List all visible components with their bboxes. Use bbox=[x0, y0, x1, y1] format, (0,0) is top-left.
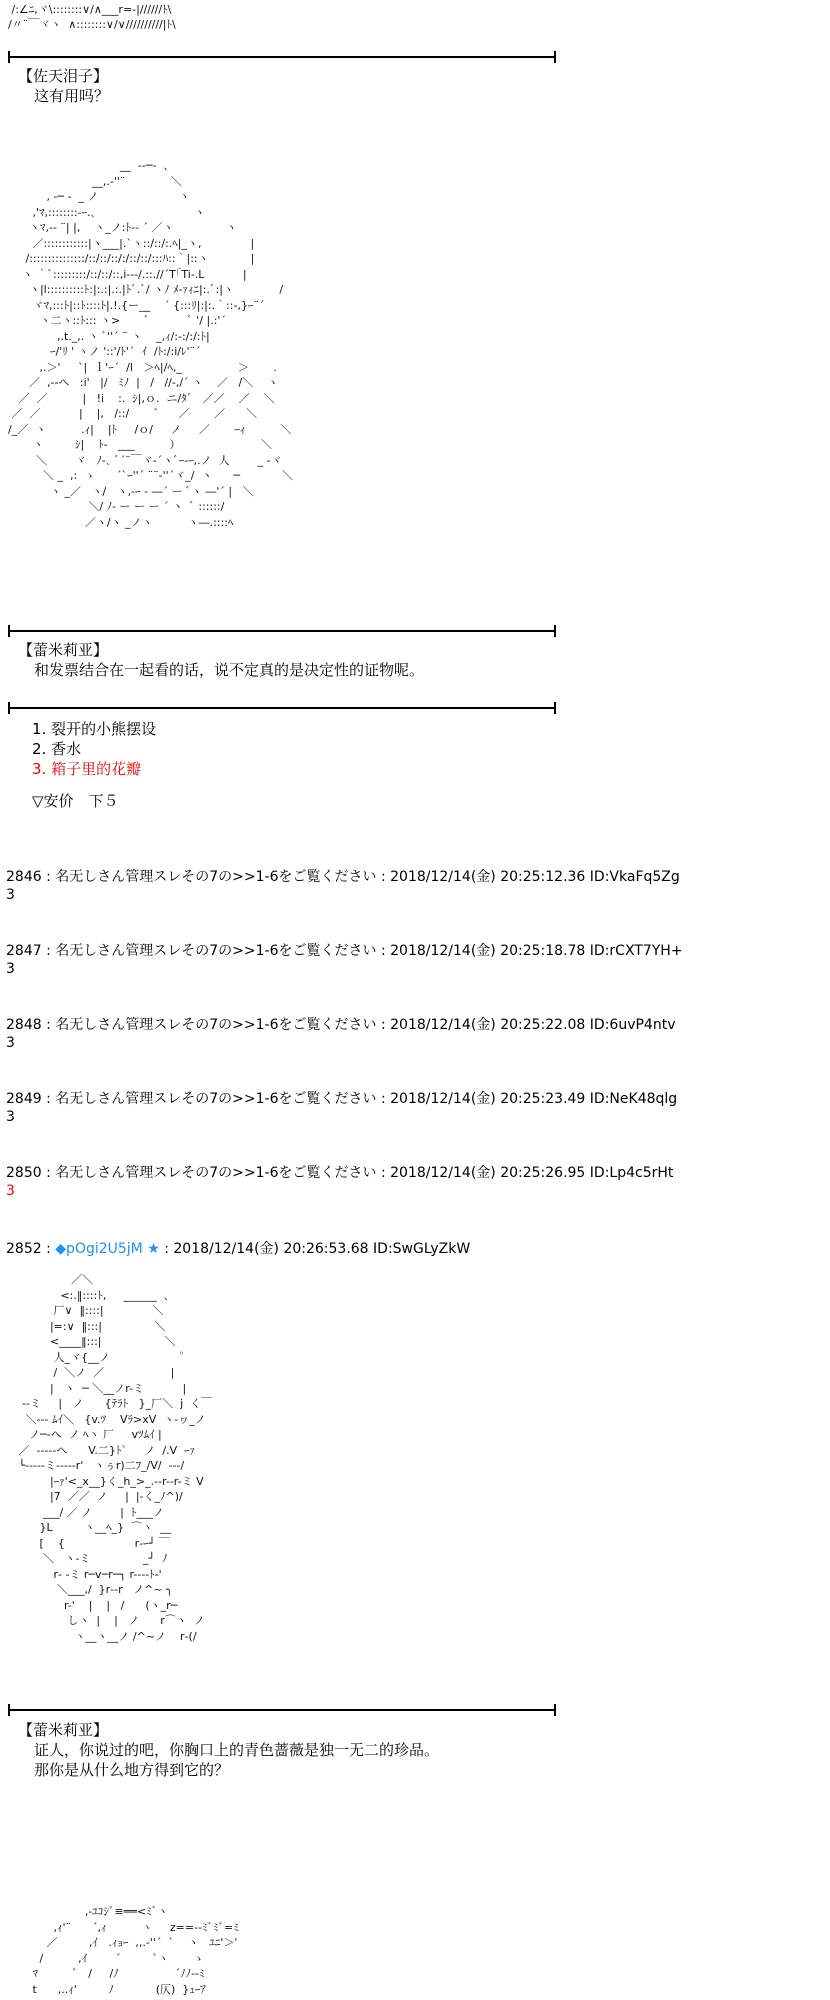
post-body: 3 bbox=[6, 961, 15, 977]
ascii-art-saten: __ --─- 、 __,.-''¨ ＼ , -─ - _ ノ ヽ ,'ﾏ,::::::::-ｰ.､ ヽ ヽﾏ,-‐ ¨| |, ヽ_ノ:ﾄ-‐ ´ ／ヽ ヽ ／::::::::::::|ヽ___|.`ヽ::/::/:.ﾍ|_ヽ, | /:::::::::::::::/::/::/::/:/::/::/:::ﾊ::｀|::ヽ | ヽ ｀ﾞ:::::::::/::/::/::,i-‐-/.::.//´T｢Ti‐.L | ヽ|l::::::::::ﾄ:|:.:|.:.|ﾄﾞ.ﾞ/ ヽﾉ ﾒ‐ｧｨﾆ|:.ﾞ:|ヽ / ヾﾏ,:::ﾄ|::ﾄ::::ﾄ|.!.{ー__ ´ {:::ﾘ|:|:.｀::‐,}ｰ¨´ ヽ二ヽ::ﾄ::: ヽ> ﾞ ﾞ '/ |.:'´ ,.t._,. ヽ ﾞ''´ ¨ ヽ _,ｨ/:-:/:/:ﾄ| ｰ/'ﾘ ' ヽノ '::'/ﾄ'´ ｲ /ﾄ:/:i/ﾚ'¨´ ,.＞' `| ｌ'ｰ´ /l ＞ﾍ|/ﾍ,_ ＞ . ／ ,-‐ヘ :i' |/ ﾐﾉ | / //‐,/´ ヽ ／ /＼ ヽ ／ ／ | !i :. ｼ|,ｏ. ニ/ﾀﾞ ／／ ／ ＼ ／ ／ | |, /::/ ゛ ／ ／ ＼ /_／ ヽ .ｨ| |ﾄ /ｏ/ ノ ／ ｰｨ ＼ ヽ ｼ| ﾄ‐ ___ ） ＼ ＼ ヾ ﾉ-､ ﾞ´¨￣ヾ-´ヽﾞｰ‐ｰ,.ノ 人 _ ‐ヾ ＼ _ ,: ゝ ´`ｰ''´ ¨¨-''´ヾ_/ ヽ ─ ＼ ヽ _／ ヽ/ ヽ,-ｰ - ―´ ー ﾞヽ ―'´ | ＼ ＼/ ﾉ‐ ー ー ー ´ ヽ ﾞ ::::::/ ／ヽ/ヽ _ノヽ ヽ―.::::ﾍ bbox=[8, 159, 293, 529]
speaker-name: 【蕾米莉亚】 bbox=[18, 641, 109, 659]
post-date: 2018/12/14(金) 20:25:18.78 bbox=[390, 943, 586, 959]
divider-rule-4 bbox=[8, 1704, 556, 1716]
reply-post: 2849 : 名无しさん管理スレその7の>>1-6をご覧ください : 2018/12/14(金) 20:25:23.49 ID:NeK48qlg 3 bbox=[6, 1091, 678, 1125]
post-date: 2018/12/14(金) 20:25:26.95 bbox=[390, 1165, 586, 1181]
choice-item-1: 1. 裂开的小熊摆设 bbox=[32, 720, 157, 738]
post-number: 2847 bbox=[6, 943, 42, 959]
post-body: 3 bbox=[6, 1183, 15, 1199]
dialogue-line: 那你是从什么地方得到它的？ bbox=[34, 1761, 230, 1779]
op-post-header: 2852 : ◆pOgi2U5jM ★ : 2018/12/14(金) 20:26:53.68 ID:SwGLyZkW bbox=[6, 1241, 471, 1257]
post-number: 2849 bbox=[6, 1091, 42, 1107]
post-body: 3 bbox=[6, 887, 15, 903]
speaker-name: 【佐天泪子】 bbox=[18, 67, 109, 85]
reply-post: 2846 : 名无しさん管理スレその7の>>1-6をご覧ください : 2018/12/14(金) 20:25:12.36 ID:VkaFq5Zg 3 bbox=[6, 869, 680, 903]
ascii-art-top-fragment: /:∠ﾆ,ヾ\::::::::∨/∧___r=-|//////ﾄ\ /〃¨￣ヾヽ ∧::::::::∨/∨//////////|ﾄ\ bbox=[8, 2, 176, 31]
poster-id: ID:6uvP4ntv bbox=[589, 1017, 676, 1033]
choice-item-3: 3. 箱子里的花瓣 bbox=[32, 760, 142, 778]
dialogue-line: 和发票结合在一起看的话，说不定真的是决定性的证物呢。 bbox=[34, 661, 425, 679]
vote-prompt: ▽安价 下５ bbox=[32, 792, 119, 810]
reply-post: 2848 : 名无しさん管理スレその7の>>1-6をご覧ください : 2018/12/14(金) 20:25:22.08 ID:6uvP4ntv 3 bbox=[6, 1017, 676, 1051]
post-number: 2850 bbox=[6, 1165, 42, 1181]
ascii-art-bottom: ,-ﾕｺｼﾞ≡══<ﾐﾞヽ ,ｨ'¨ ´,ｨ ヽ z==-‐ﾐﾞﾐﾞ=ﾐ ／ ,ｲ .ｨｮｰ ,,.-''´ ` ヽ ﾕﾆ'＞' / ,ｲ ´ `ヽ ゝ ﾏ ﾞ / /ﾉ ´ﾉﾉ--ﾐ t ,..ｨ' ﾉ (仄) }ｭｰｱ bbox=[32, 1905, 239, 1996]
post-remilia-1 bbox=[18, 640, 424, 680]
post-body: 3 bbox=[6, 1109, 15, 1125]
post-saten bbox=[18, 66, 109, 106]
poster-name: 名无しさん管理スレその7の>>1-6をご覧ください bbox=[55, 1165, 377, 1181]
dialogue-line: 这有用吗？ bbox=[34, 87, 110, 105]
poster-name: 名无しさん管理スレその7の>>1-6をご覧ください bbox=[55, 869, 377, 885]
poster-trip: ◆pOgi2U5jM ★ bbox=[55, 1241, 160, 1257]
ascii-art-remilia: ／＼ <:.‖::::ﾄ, ______ 、 厂∨ ‖::::| ＼ |=:∨ ‖:::| ＼ <____‖:::| ＼ 人_ヾ{__ノ ゜ / ＼ノ ／ | | ヽ ─ ＼__ノr-ミ | -‐ミ | ノ {ﾃﾗﾄ }_厂＼ j く￣ ＼‐-- ﾑｲ＼ {v.ﾂ Vﾗ>xV ヽ‐ヮ_ノ ノ─‐ヘ ノ ﾍヽ 厂 vﾂﾑｲ | ／ -----ヘ V.二}ﾄ` ノ /.V ｰｧ └-----ミ-----r' ヽぅr)二ﾌ_/V/ ---/ |ｰｧ'<_x__}く_h_>_.--r-‐r-ミ V |7 ／／ ノ | |-く_ﾉ^)/ ___/ ／ ノ | ﾄ___ノ }L ヽ__ﾍ_} ⌒ヽ __ [ { r‐ｰ┘ ￣ ＼ ヽ‐ミ _┘ ﾉ r‐ ‐ミ r─v─r─┐ r----ﾄ‐' ＼___,/ }r‐‐r ノ^~ ╮ r-' | | / (ヽ_r─ しヽ | | ノ r⌒ヽ ノ ヽ__ヽ__ノ /^~ノ r‐(/ bbox=[18, 1273, 213, 1643]
dialogue-line: 证人，你说过的吧，你胸口上的青色蔷薇是独一无二的珍品。 bbox=[34, 1741, 440, 1759]
poster-name: 名无しさん管理スレその7の>>1-6をご覧ください bbox=[55, 1091, 377, 1107]
post-date: 2018/12/14(金) 20:26:53.68 bbox=[173, 1241, 369, 1257]
post-body: 3 bbox=[6, 1035, 15, 1051]
post-number: 2846 bbox=[6, 869, 42, 885]
post-number: 2852 bbox=[6, 1241, 42, 1257]
post-remilia-2 bbox=[18, 1720, 439, 1780]
poster-name: 名无しさん管理スレその7の>>1-6をご覧ください bbox=[55, 943, 377, 959]
post-date: 2018/12/14(金) 20:25:12.36 bbox=[390, 869, 586, 885]
choice-list bbox=[32, 719, 156, 811]
poster-name: 名无しさん管理スレその7の>>1-6をご覧ください bbox=[55, 1017, 377, 1033]
divider-rule-1 bbox=[8, 51, 556, 63]
choice-item-2: 2. 香水 bbox=[32, 740, 82, 758]
divider-rule-2 bbox=[8, 625, 556, 637]
poster-id: ID:SwGLyZkW bbox=[373, 1241, 471, 1257]
speaker-name: 【蕾米莉亚】 bbox=[18, 1721, 109, 1739]
post-date: 2018/12/14(金) 20:25:22.08 bbox=[390, 1017, 586, 1033]
poster-id: ID:Lp4c5rHt bbox=[589, 1165, 674, 1181]
poster-id: ID:NeK48qlg bbox=[589, 1091, 678, 1107]
post-date: 2018/12/14(金) 20:25:23.49 bbox=[390, 1091, 586, 1107]
reply-post: 2850 : 名无しさん管理スレその7の>>1-6をご覧ください : 2018/12/14(金) 20:25:26.95 ID:Lp4c5rHt 3 bbox=[6, 1165, 674, 1199]
divider-rule-3 bbox=[8, 702, 556, 714]
post-number: 2848 bbox=[6, 1017, 42, 1033]
poster-id: ID:rCXT7YH+ bbox=[589, 943, 683, 959]
poster-id: ID:VkaFq5Zg bbox=[589, 869, 680, 885]
reply-post: 2847 : 名无しさん管理スレその7の>>1-6をご覧ください : 2018/12/14(金) 20:25:18.78 ID:rCXT7YH+ 3 bbox=[6, 943, 683, 977]
